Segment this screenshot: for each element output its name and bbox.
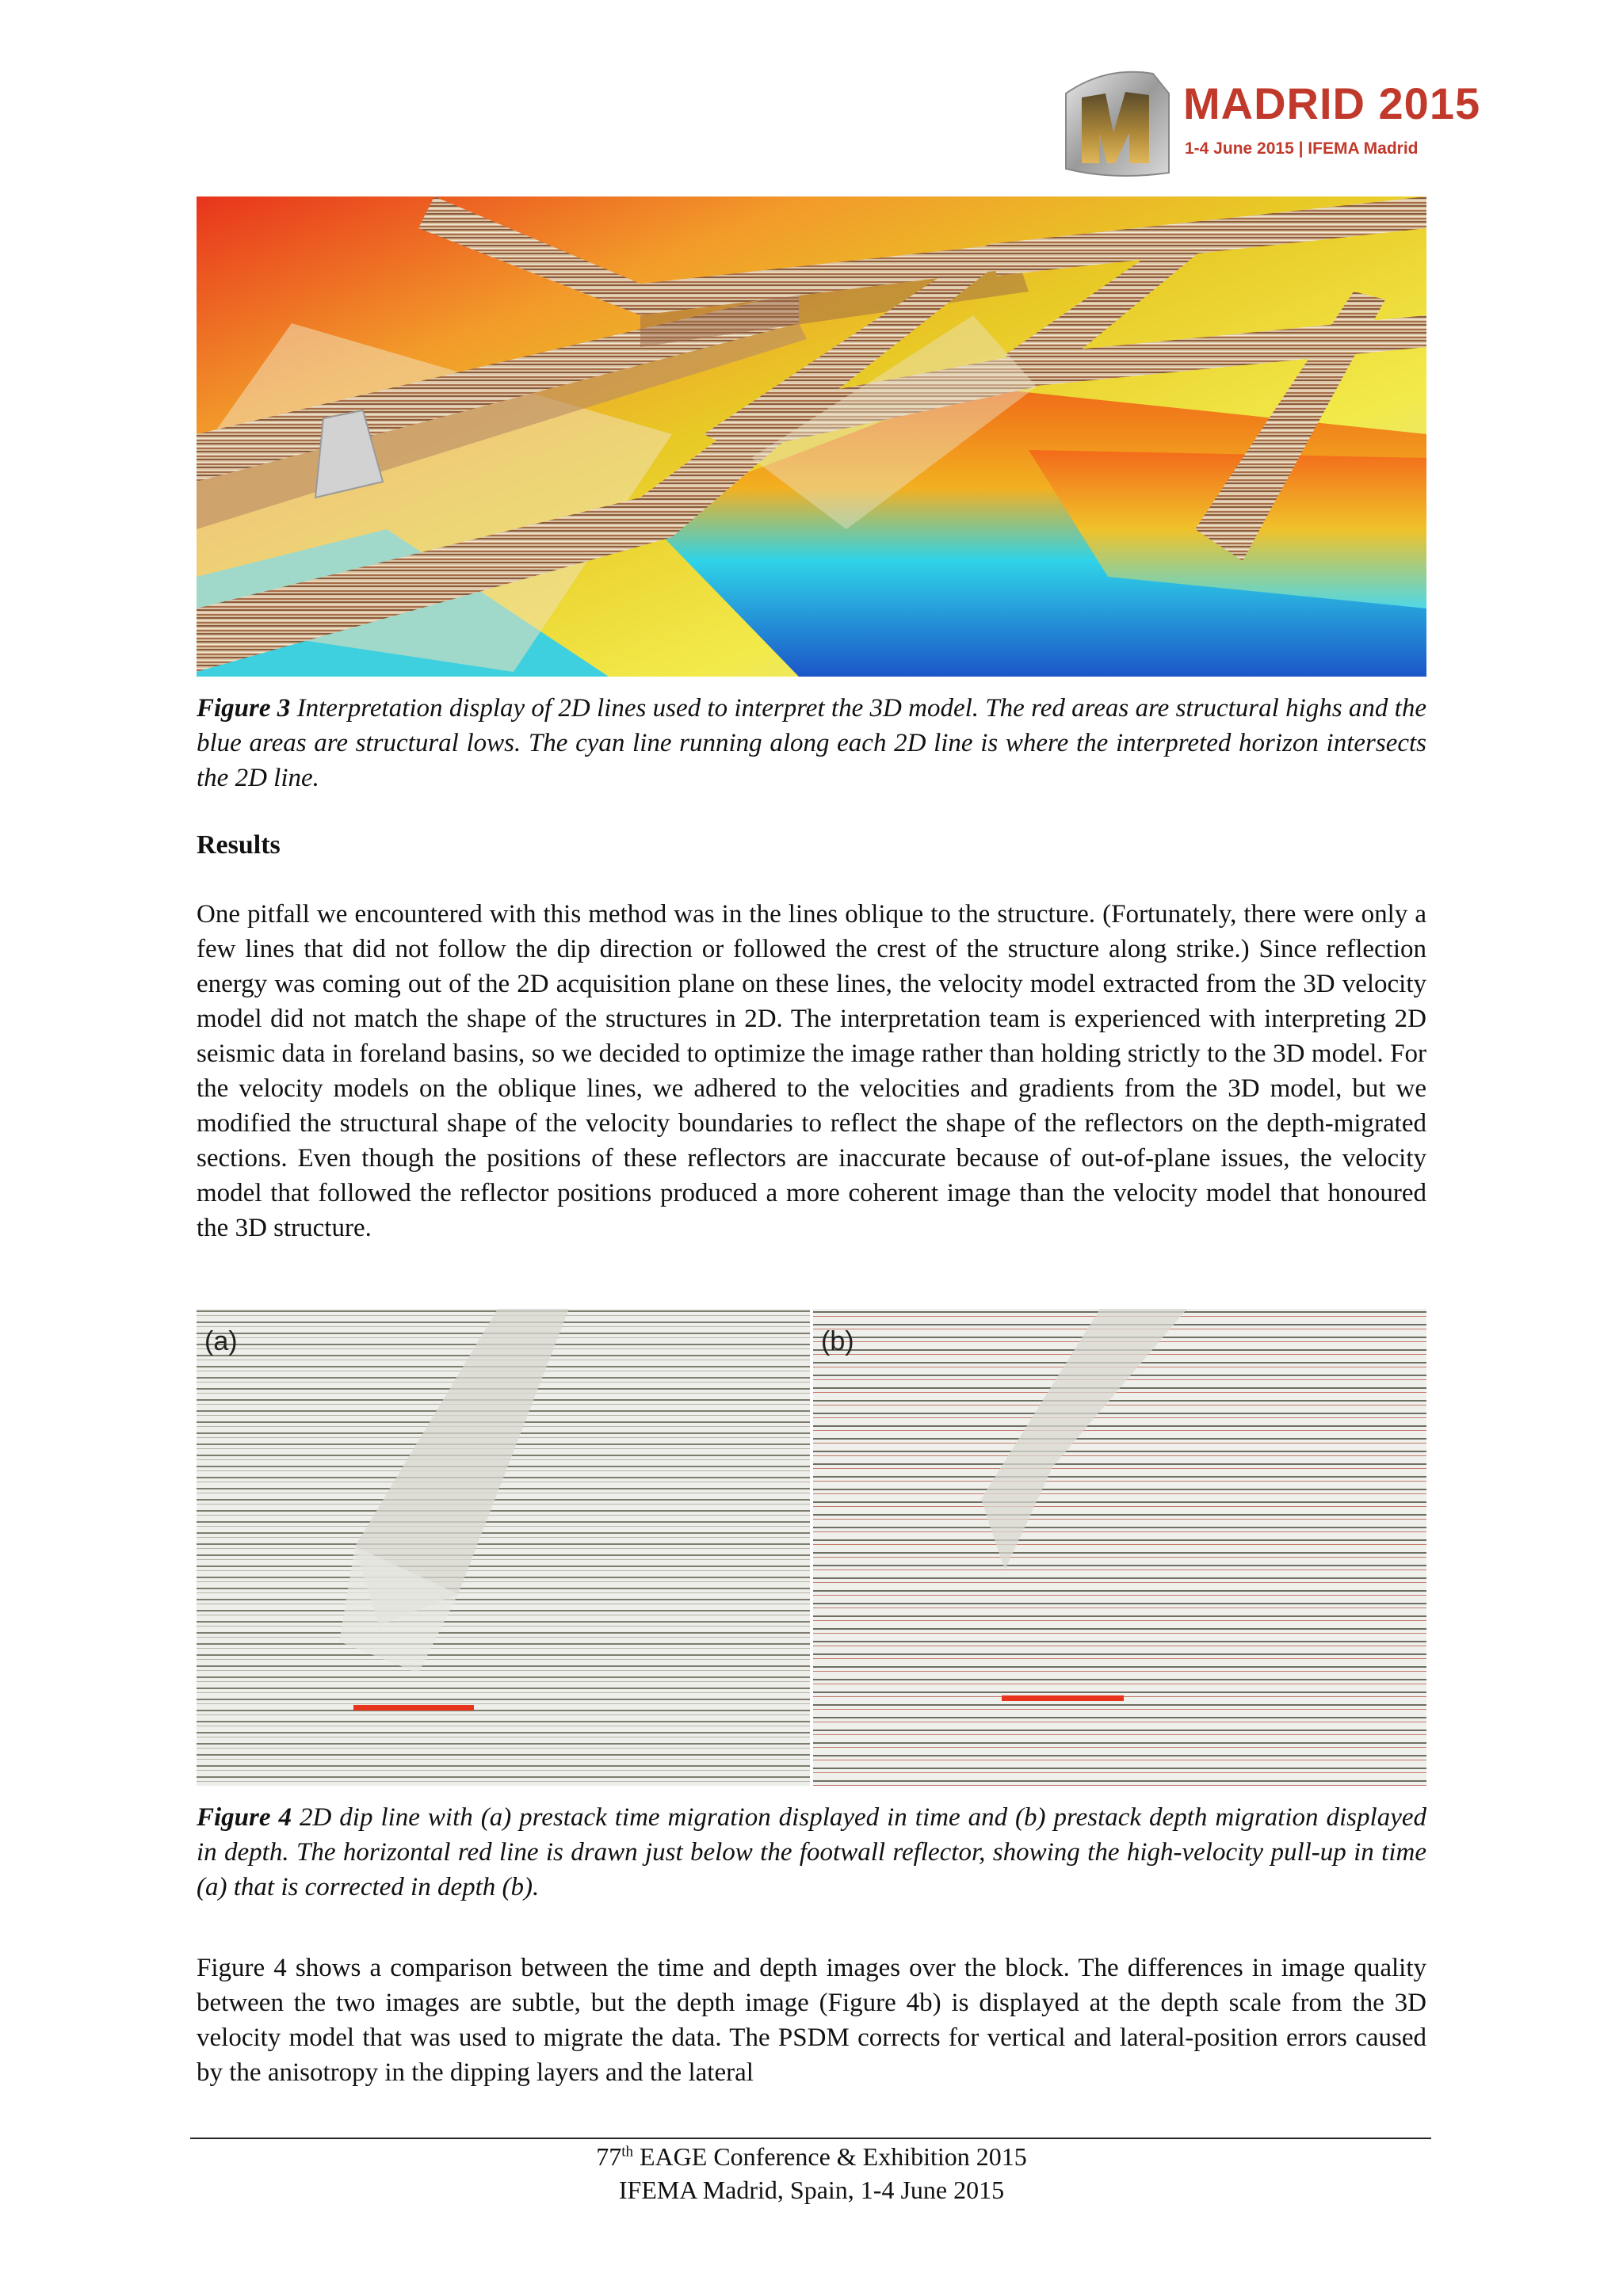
figure-4-label: Figure 4 — [197, 1803, 292, 1832]
panel-a-red-line — [353, 1705, 474, 1711]
figure-3-caption-text: Interpretation display of 2D lines used to interpret the 3D model. The red areas are structural highs and the blue areas are structural lows. The cyan line running along each 2D line is where the interpreted horizon intersects the 2D line. — [197, 694, 1426, 792]
footer-rule — [190, 2138, 1431, 2139]
figure-4-image — [197, 1309, 1426, 1786]
logo-title: MADRID 2015 — [1183, 78, 1481, 128]
figure-4-caption — [197, 1800, 1426, 1905]
figure-3-caption — [197, 691, 1426, 795]
madrid-logo-icon — [1050, 62, 1177, 181]
panel-a-label: (a) — [204, 1326, 238, 1356]
results-heading: Results — [197, 830, 281, 860]
figure-4-panel-a — [197, 1309, 810, 1786]
panel-b-red-line — [1002, 1695, 1124, 1701]
footer-line-1 — [0, 2142, 1623, 2172]
figure-3-label: Figure 3 — [197, 694, 291, 723]
footer-line-2: IFEMA Madrid, Spain, 1-4 June 2015 — [618, 2176, 1005, 2204]
figure-4-caption-text: 2D dip line with (a) prestack time migration displayed in time and (b) prestack depth migration displayed in depth. The horizontal red line is drawn just below the footwall reflector, showing the high-velocity pull-up in time (a) that is corrected in depth (b). — [197, 1803, 1426, 1901]
figure-3-image — [197, 196, 1426, 677]
footer-edition-suffix: th — [621, 2143, 633, 2161]
discussion-paragraph: Figure 4 shows a comparison between the time and depth images over the block. The differences in image quality between the two images are subtle, but the depth image (Figure 4b) is displayed at the depth scale from the 3D velocity model that was used to migrate the data. The PSDM corrects for vertical and lateral-position errors caused by the anisotropy in the dipping layers and the lateral — [197, 1954, 1426, 2087]
footer-edition-number: 77 — [596, 2142, 622, 2171]
logo-subtitle: 1-4 June 2015 | IFEMA Madrid — [1185, 139, 1419, 158]
footer-conference-name: EAGE Conference & Exhibition 2015 — [633, 2142, 1027, 2171]
results-paragraph: One pitfall we encountered with this method was in the lines oblique to the structure. (Fortunately, there were only a few lines that did not follow the dip direction or followed the crest of the structure along strike.) Since reflection energy was coming out of the 2D acquisition plane on these lines, the velocity model extracted from the 3D velocity model did not match the shape of the structures in 2D. The interpretation team is experienced with interpreting 2D seismic data in foreland basins, so we decided to optimize the image rather than holding strictly to the 3D model. For the velocity models on the oblique lines, we adhered to the velocities and gradients from the 3D model, but we modified the structural shape of the velocity boundaries to reflect the shape of the reflectors on the depth-migrated sections. Even though the positions of these reflectors are inaccurate because of out-of-plane issues, the velocity model that followed the reflector positions produced a more coherent image than the velocity model that honoured the 3D structure. — [197, 900, 1426, 1242]
panel-b-label: (b) — [821, 1326, 854, 1356]
conference-logo — [1050, 62, 1481, 181]
figure-4-panel-b — [813, 1309, 1426, 1786]
